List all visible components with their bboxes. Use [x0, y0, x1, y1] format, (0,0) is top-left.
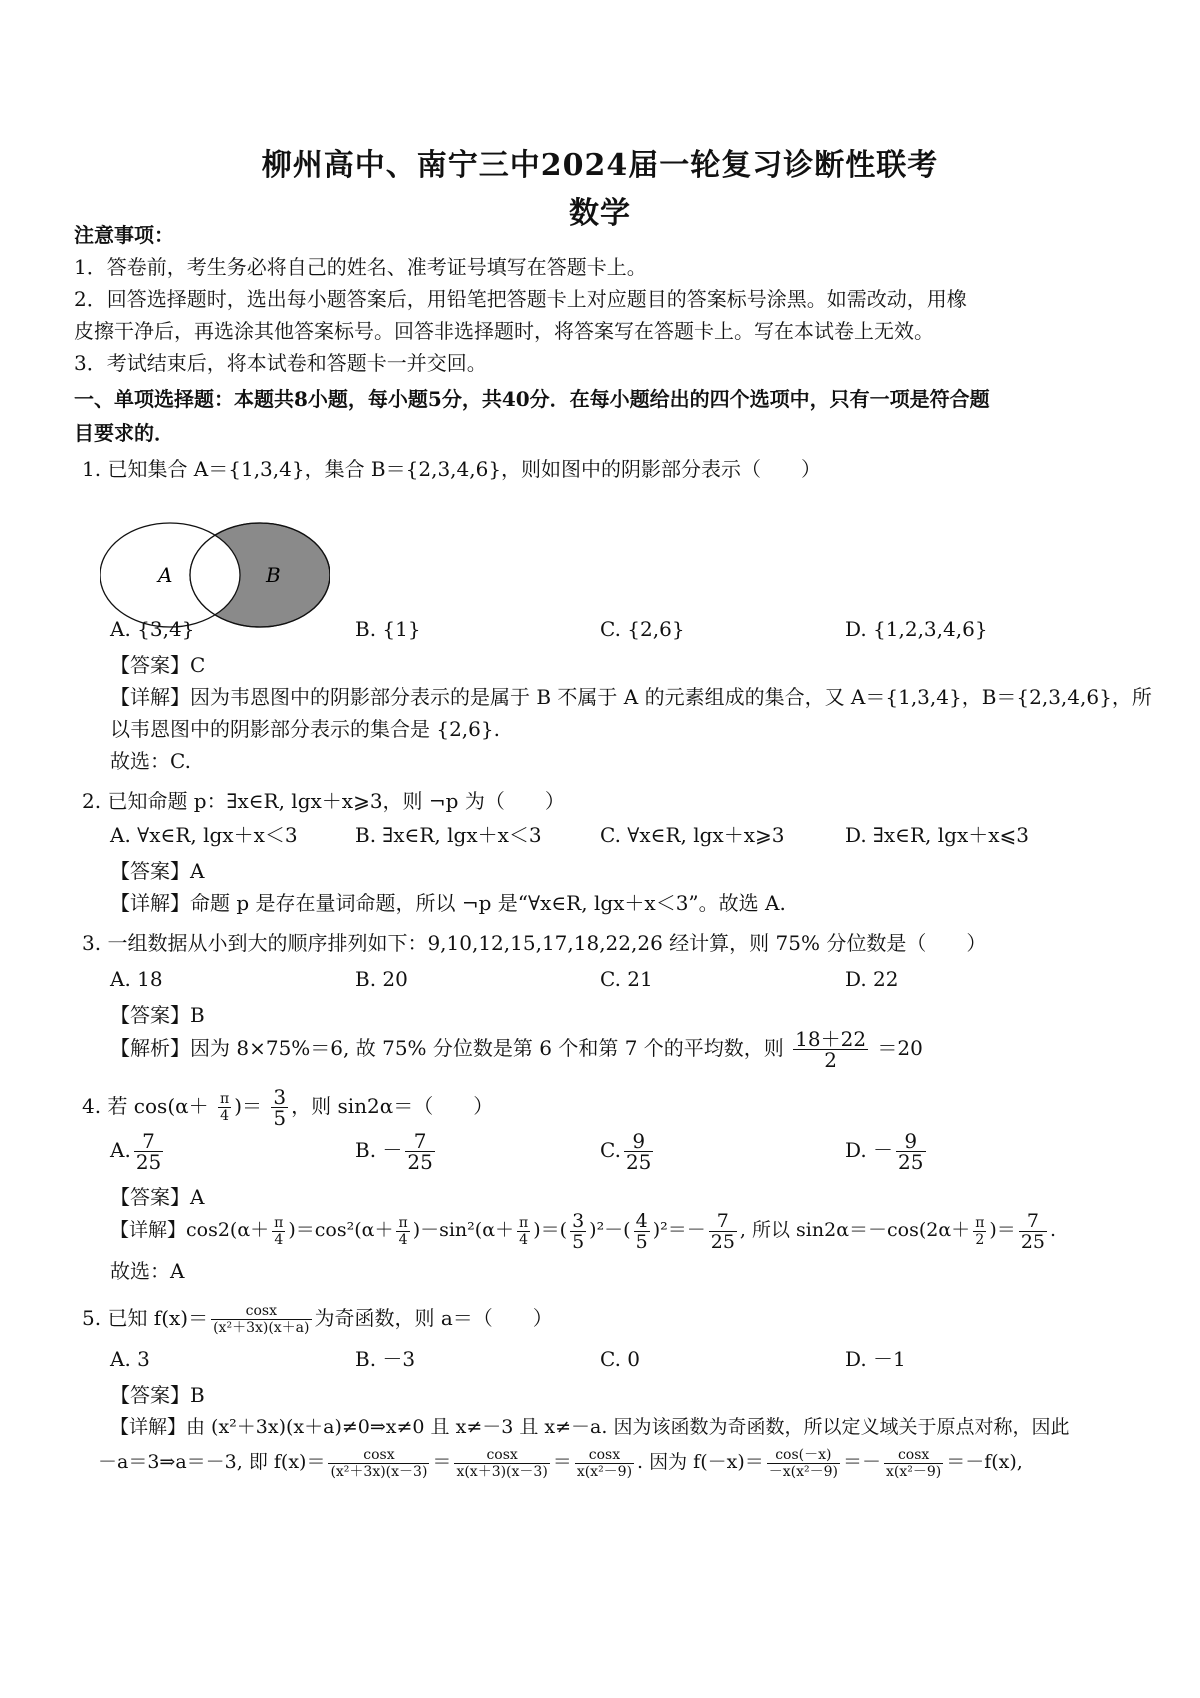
q4-option-a-num: 7 [134, 1131, 163, 1152]
q5-d2-p2: . 因为 f(－x)＝ [637, 1451, 764, 1473]
q5-option-c: C. 0 [600, 1347, 641, 1371]
q3-option-d: D. 22 [845, 967, 899, 991]
q4-option-c [600, 1128, 656, 1172]
q4-detail-p3: )－sin²(α＋ [412, 1219, 515, 1241]
q4-detail-frac-8-den: 25 [1020, 1230, 1045, 1253]
q3-detail-result: ＝20 [877, 1036, 923, 1060]
q1-option-d: D. {1,2,3,4,6} [845, 617, 988, 641]
q4-stem-suffix: ，则 sin2α＝（ ） [291, 1094, 494, 1118]
q4-option-d-num: 9 [896, 1131, 925, 1152]
q5-stem [82, 1296, 553, 1340]
q5-d2-frac-5-num: cosx [884, 1447, 943, 1464]
q4-detail-frac-6 [709, 1211, 737, 1252]
q5-option-d: D. －1 [845, 1347, 906, 1371]
q4-detail-end: . [1050, 1219, 1057, 1241]
q4-option-c-label: C. [600, 1138, 621, 1162]
q5-d2-p3: ＝－ [842, 1451, 881, 1473]
section-heading-1: 一、单项选择题：本题共8小题，每小题5分，共40分．在每小题给出的四个选项中，只有一项是符合题 [74, 387, 990, 411]
venn-label-a: A [158, 563, 173, 587]
q4-option-a-den: 25 [135, 1150, 162, 1174]
q4-detail-p2: )＝cos²(α＋ [288, 1219, 394, 1241]
q2-stem: 2. 已知命题 p：∃x∈R, lgx＋x⩾3，则 ¬p 为（ ） [82, 789, 565, 813]
q5-d2-p1: －a＝3⇒a＝－3, 即 f(x)＝ [98, 1451, 326, 1473]
q4-detail-frac-2 [396, 1215, 409, 1248]
q4-option-b-num: 7 [405, 1131, 434, 1152]
q1-detail-2: 以韦恩图中的阴影部分表示的集合是 {2,6}. [110, 717, 500, 741]
q4-option-c-frac [624, 1131, 653, 1172]
notice-item-3: 3．考试结束后，将本试卷和答题卡一并交回。 [74, 351, 487, 375]
section-heading-2: 目要求的． [74, 421, 174, 445]
q2-option-a: A. ∀x∈R, lgx＋x＜3 [110, 823, 298, 847]
q3-option-c: C. 21 [600, 967, 653, 991]
q5-d2-frac-1-den: (x²＋3x)(x－3) [330, 1463, 428, 1480]
q5-d2-frac-3 [575, 1447, 634, 1480]
q5-d2-frac-1 [328, 1447, 429, 1480]
q1-detail-1: 【详解】因为韦恩图中的阴影部分表示的是属于 B 不属于 A 的元素组成的集合，又 A＝{1,3,4}，B＝{2,3,4,6}，所 [110, 685, 1152, 709]
q4-stem [82, 1084, 493, 1128]
q4-stem-prefix: 4. 若 cos [82, 1094, 168, 1118]
q5-d2-frac-2-num: cosx [454, 1447, 549, 1464]
q4-detail-frac-6-num: 7 [709, 1211, 737, 1232]
q1-stem: 1. 已知集合 A＝{1,3,4}，集合 B＝{2,3,4,6}，则如图中的阴影部分表示（ ） [82, 457, 822, 481]
q5-d2-frac-5 [884, 1447, 943, 1480]
q5-d2-frac-4-num: cos(－x) [767, 1447, 840, 1464]
q4-detail-frac-4-den: 5 [572, 1230, 585, 1253]
q3-frac-den: 2 [824, 1048, 837, 1072]
q4-detail-frac-4 [570, 1211, 586, 1252]
q5-d2-frac-2 [454, 1447, 549, 1480]
q4-detail-frac-7 [973, 1215, 986, 1248]
notice-item-1: 1．答卷前，考生务必将自己的姓名、准考证号填写在答题卡上。 [74, 255, 647, 279]
q4-detail-p4: )＝( [533, 1219, 568, 1241]
q3-frac-num: 18＋22 [795, 1027, 867, 1051]
venn-label-b: B [266, 563, 281, 587]
q4-detail-p8: )＝ [989, 1219, 1016, 1241]
q2-option-d: D. ∃x∈R, lgx＋x⩽3 [845, 823, 1029, 847]
q4-detail-frac-4-num: 3 [572, 1209, 585, 1232]
q3-option-a: A. 18 [110, 967, 163, 991]
q5-d2-frac-5-den: x(x²－9) [886, 1463, 942, 1480]
q5-d2-frac-3-num: cosx [575, 1447, 634, 1464]
q5-d2-frac-1-num: cosx [328, 1447, 429, 1464]
q4-detail-frac-6-den: 25 [710, 1230, 735, 1253]
q5-d2-frac-4 [767, 1447, 840, 1480]
notice-heading: 注意事项： [74, 223, 174, 247]
q4-detail-frac-5-num: 4 [635, 1209, 648, 1232]
q1-option-b: B. {1} [355, 617, 421, 641]
q4-option-d [845, 1128, 929, 1172]
q4-detail-p5: )²－( [589, 1219, 631, 1241]
q4-detail-frac-2-num: π [398, 1214, 408, 1231]
q5-stem-suffix: 为奇函数，则 a＝（ ） [314, 1306, 553, 1330]
q4-pi: π [219, 1091, 230, 1107]
q1-detail-3: 故选：C. [110, 749, 191, 773]
q5-d2-eq-1: ＝ [432, 1451, 452, 1473]
q4-four: 4 [220, 1108, 230, 1124]
q4-detail-frac-3-num: π [519, 1214, 529, 1231]
q4-detail [110, 1208, 1056, 1252]
q2-option-b: B. ∃x∈R, lgx＋x＜3 [355, 823, 542, 847]
q4-option-b-label: B. － [355, 1138, 403, 1162]
q3-fraction [793, 1029, 868, 1070]
q1-answer: 【答案】C [110, 653, 206, 677]
q4-three-fifths [271, 1087, 288, 1128]
q3-detail-text: 【解析】因为 8×75%＝6, 故 75% 分位数是第 6 个和第 7 个的平均数，则 [110, 1036, 784, 1060]
q4-three: 3 [273, 1085, 287, 1109]
notice-item-2b: 皮擦干净后，再选涂其他答案标号。回答非选择题时，将答案写在答题卡上。写在本试卷上无效。 [74, 319, 934, 343]
q1-option-a: A. {3,4} [110, 617, 195, 641]
q4-stem-close: )＝ [234, 1094, 262, 1118]
q5-d2-frac-4-den: －x(x²－9) [768, 1463, 838, 1480]
q2-answer: 【答案】A [110, 859, 205, 883]
q4-option-d-den: 25 [898, 1150, 924, 1174]
q5-option-a: A. 3 [110, 1347, 150, 1371]
q3-detail [110, 1026, 923, 1070]
q4-detail-frac-8-num: 7 [1019, 1211, 1047, 1232]
q3-stem: 3. 一组数据从小到大的顺序排列如下：9,10,12,15,17,18,22,26 经计算，则 75% 分位数是（ ） [82, 931, 987, 955]
q4-detail-frac-7-num: π [975, 1214, 985, 1231]
q4-stem-inner: (α＋ [167, 1094, 209, 1118]
q4-detail-2: 故选：A [110, 1259, 185, 1283]
q5-detail-2 [98, 1440, 1023, 1484]
q4-detail-frac-1 [272, 1215, 285, 1248]
q5-answer: 【答案】B [110, 1383, 205, 1407]
q4-five: 5 [273, 1106, 287, 1130]
q4-detail-frac-3 [517, 1215, 530, 1248]
q5-d2-p4: ＝－f(x), [946, 1451, 1023, 1473]
q4-detail-frac-7-den: 2 [975, 1231, 985, 1248]
q1-option-c: C. {2,6} [600, 617, 685, 641]
q5-d2-frac-3-den: x(x²－9) [576, 1463, 633, 1480]
q4-option-a-label: A. [110, 1138, 131, 1162]
q5-detail-1: 【详解】由 (x²＋3x)(x＋a)≠0⇒x≠0 且 x≠－3 且 x≠－a. 因为该函数为奇函数，所以定义域关于原点对称，因此 [110, 1416, 1070, 1438]
q4-pi-over-4 [218, 1091, 231, 1124]
q4-detail-frac-1-num: π [274, 1214, 284, 1231]
q4-option-d-label: D. － [845, 1138, 894, 1162]
q4-detail-p6: )²＝－ [652, 1219, 706, 1241]
q4-answer: 【答案】A [110, 1185, 205, 1209]
q4-detail-frac-2-den: 4 [398, 1231, 408, 1248]
q4-detail-frac-5 [634, 1211, 650, 1252]
q5-function-den: (x²＋3x)(x＋a) [213, 1320, 310, 1336]
venn-diagram [100, 520, 330, 630]
q4-detail-p7: , 所以 sin2α＝－cos(2α＋ [739, 1219, 971, 1241]
q4-option-c-den: 25 [625, 1150, 652, 1174]
q4-option-c-num: 9 [624, 1131, 653, 1152]
q4-option-b [355, 1128, 438, 1172]
q5-d2-eq-2: ＝ [552, 1451, 572, 1473]
q5-function-frac [211, 1303, 311, 1336]
q5-d2-frac-2-den: x(x＋3)(x－3) [456, 1463, 548, 1480]
q3-answer: 【答案】B [110, 1003, 205, 1027]
exam-title: 柳州高中、南宁三中2024届一轮复习诊断性联考 [261, 148, 939, 183]
q4-detail-frac-5-den: 5 [635, 1230, 648, 1253]
q4-option-a [110, 1128, 166, 1172]
q4-detail-p1: 【详解】cos2(α＋ [110, 1219, 270, 1241]
q4-option-b-frac [405, 1131, 434, 1172]
q4-option-a-frac [134, 1131, 163, 1172]
q4-option-d-frac [896, 1131, 925, 1172]
q5-function-num: cosx [211, 1303, 311, 1320]
notice-item-2a: 2．回答选择题时，选出每小题答案后，用铅笔把答题卡上对应题目的答案标号涂黑。如需改动，用橡 [74, 287, 967, 311]
q2-option-c: C. ∀x∈R, lgx＋x⩾3 [600, 823, 785, 847]
q5-stem-prefix: 5. 已知 f(x)＝ [82, 1306, 209, 1330]
q3-option-b: B. 20 [355, 967, 408, 991]
q2-detail: 【详解】命题 p 是存在量词命题，所以 ¬p 是“∀x∈R, lgx＋x＜3”。故选 A. [110, 891, 786, 915]
exam-subject: 数学 [569, 196, 631, 231]
q4-detail-frac-8 [1019, 1211, 1047, 1252]
q4-option-b-den: 25 [407, 1150, 433, 1174]
q4-detail-frac-3-den: 4 [519, 1231, 529, 1248]
q4-detail-frac-1-den: 4 [274, 1231, 284, 1248]
q5-option-b: B. －3 [355, 1347, 416, 1371]
